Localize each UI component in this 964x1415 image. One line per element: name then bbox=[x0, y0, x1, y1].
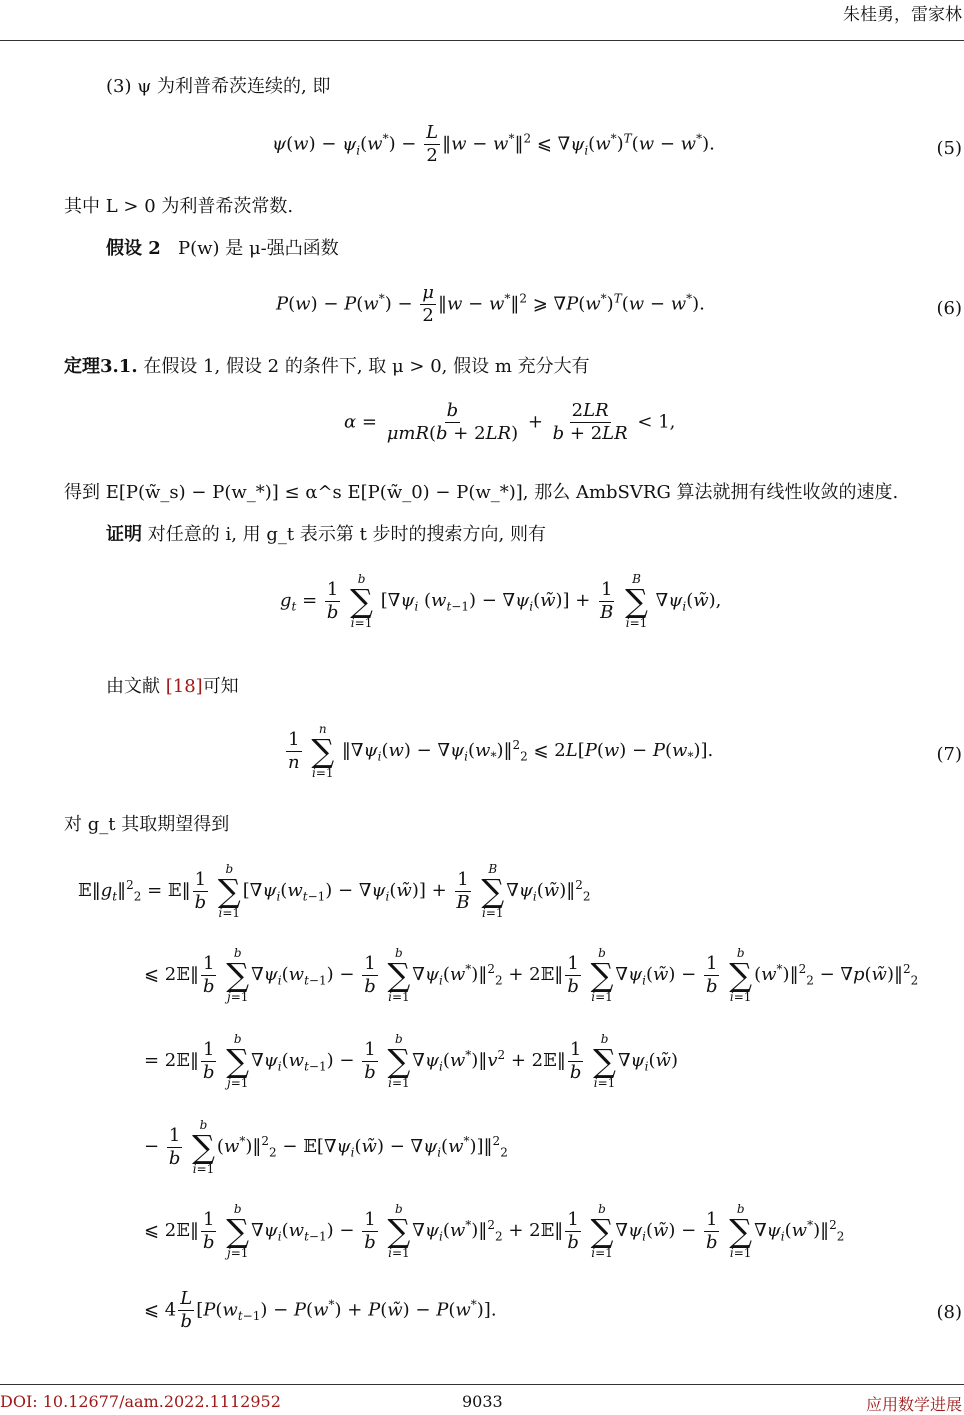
header-rule bbox=[0, 40, 964, 41]
assumption-2 bbox=[106, 238, 339, 260]
equation-number: (8) bbox=[936, 1302, 962, 1323]
citation-tail: 可知 bbox=[202, 676, 239, 697]
theorem-result: 得到 E[P(w̃_s) − P(w_*)] ≤ α^s E[P(w̃_0) − P(w_*)], 那么 AmbSVRG 算法就拥有线性收敛的速度. bbox=[64, 482, 899, 503]
proof-intro bbox=[106, 524, 546, 546]
footer-journal[interactable]: 应用数学进展 bbox=[865, 1395, 962, 1414]
theorem-label: 定理3.1. bbox=[64, 356, 138, 377]
citation-lead: 由文献 bbox=[106, 676, 160, 697]
equation-gt: $g_t$ = $\frac{1}{b}$ b ∑ i=1 [$\nabla\psi_i$ $(w_{t-1})$ − $\nabla\psi_i(w̃)$] + $\frac{1}{B}$ B ∑ i=1 $\nabla\psi_i(w̃)$, bbox=[280, 572, 722, 630]
assumption-text: P(w) 是 μ-强凸函数 bbox=[177, 238, 339, 259]
equation-6: P(w) − P(w*) − $\frac{\mu}{2}$ ‖w − w*‖$^2$ ⩾ $\nabla P(w^*)^T(w - w^*)$. (6) bbox=[276, 282, 962, 326]
theorem-3-1 bbox=[64, 356, 590, 378]
assumption-item-3: (3) ψ 为利普希茨连续的, 即 bbox=[106, 76, 331, 97]
equation-number: (5) bbox=[936, 138, 962, 159]
equation-8: $𝔼‖g_t‖^2_2$ = 𝔼‖ $\frac{1}{b}$ b ∑ i=1 [$\nabla\psi_i(w_{t-1})$ − $\nabla\psi_i(w̃)$] + $\frac{1}{B}$ B ∑ i=1 $\nabla\psi_i(w̃)‖^2_2$ ⩽ 2𝔼‖ $\frac{1}{b}$ b ∑ j=1 $\nabla\psi_i(w_{t-1})$ − $\frac{1}{b}$ b ∑ i=1 $\nabla\psi_i(w^*)‖^2_2$ + 2𝔼‖ $\frac{1}{b}$ b ∑ i=1 $\nabla\psi_i(w̃)$ − $\frac{1}{b}$ b ∑ i=1 (w*)‖$^2_2$ − ∇p(w̃)‖$^2_2$ = 2𝔼‖ $\frac{1}{b}$ b ∑ j=1 $\nabla\psi_i(w_{t-1})$ − $\frac{1}{b}$ b ∑ i=1 $\nabla\psi_i(w^*)‖v^2$ + 2𝔼‖ $\frac{1}{b}$ b ∑ i=1 $\nabla\psi_i(w̃)$ − $\frac{1}{b}$ b ∑ i=1 (w*)‖$^2_2$ − $𝔼[\nabla\psi_i(w̃)$ − $\nabla\psi_i(w^*)]‖^2_2$ ⩽ 2𝔼‖ $\frac{1}{b}$ b ∑ j=1 $\nabla\psi_i(w_{t-1})$ − $\frac{1}{b}$ b ∑ i=1 $\nabla\psi_i(w^*)‖^2_2$ + 2𝔼‖ $\frac{1}{b}$ b ∑ i=1 $\nabla\psi_i(w̃)$ − $\frac{1}{b}$ b ∑ i=1 $\nabla\psi_i(w^*)‖^2_2$ ⩽ 4 $\frac{L}{b}$ [$P(w_{t-1}) - P(w^*)$ + P(w̃) − P(w*)]. (8) bbox=[78, 862, 962, 1332]
citation-link[interactable]: [18] bbox=[165, 676, 203, 697]
equation-7: $\frac{1}{n}$ n ∑ i=1 $‖\nabla\psi_i(w)$ − $\nabla\psi_i(w_*)‖^2_2$ ⩽ $2L[P(w) - P(w_*)]$. (7) bbox=[288, 722, 962, 780]
citation-line bbox=[106, 676, 239, 698]
proof-text: 对任意的 i, 用 g_t 表示第 t 步时的搜索方向, 则有 bbox=[147, 524, 546, 545]
equation-5: $\psi(w) - \psi_i(w^*)$ − $\frac{L}{2}$ ‖w − w*‖$^2$ ⩽ $\nabla\psi_i(w^*)^T(w - w^*)$. (5) bbox=[272, 122, 962, 166]
theorem-text: 在假设 1, 假设 2 的条件下, 取 μ > 0, 假设 m 充分大有 bbox=[143, 356, 590, 377]
footer-page-number: 9033 bbox=[462, 1392, 503, 1411]
equation-alpha: α = $\frac{b}{\text{μmR(b + 2LR)}}$ + $\frac{2LR}{b + 2LR}$ < 1, bbox=[344, 400, 676, 444]
equation-number: (6) bbox=[936, 298, 962, 319]
footer-doi[interactable]: DOI: 10.12677/aam.2022.1112952 bbox=[0, 1392, 281, 1411]
expectation-lead: 对 g_t 其取期望得到 bbox=[64, 814, 230, 835]
equation-number: (7) bbox=[936, 744, 962, 765]
proof-label: 证明 bbox=[106, 524, 142, 545]
assumption-label: 假设 2 bbox=[106, 238, 161, 259]
lipschitz-note: 其中 L > 0 为利普希茨常数. bbox=[64, 196, 294, 217]
footer-rule bbox=[0, 1384, 964, 1385]
running-header-authors: 朱桂勇，雷家林 bbox=[843, 5, 962, 25]
